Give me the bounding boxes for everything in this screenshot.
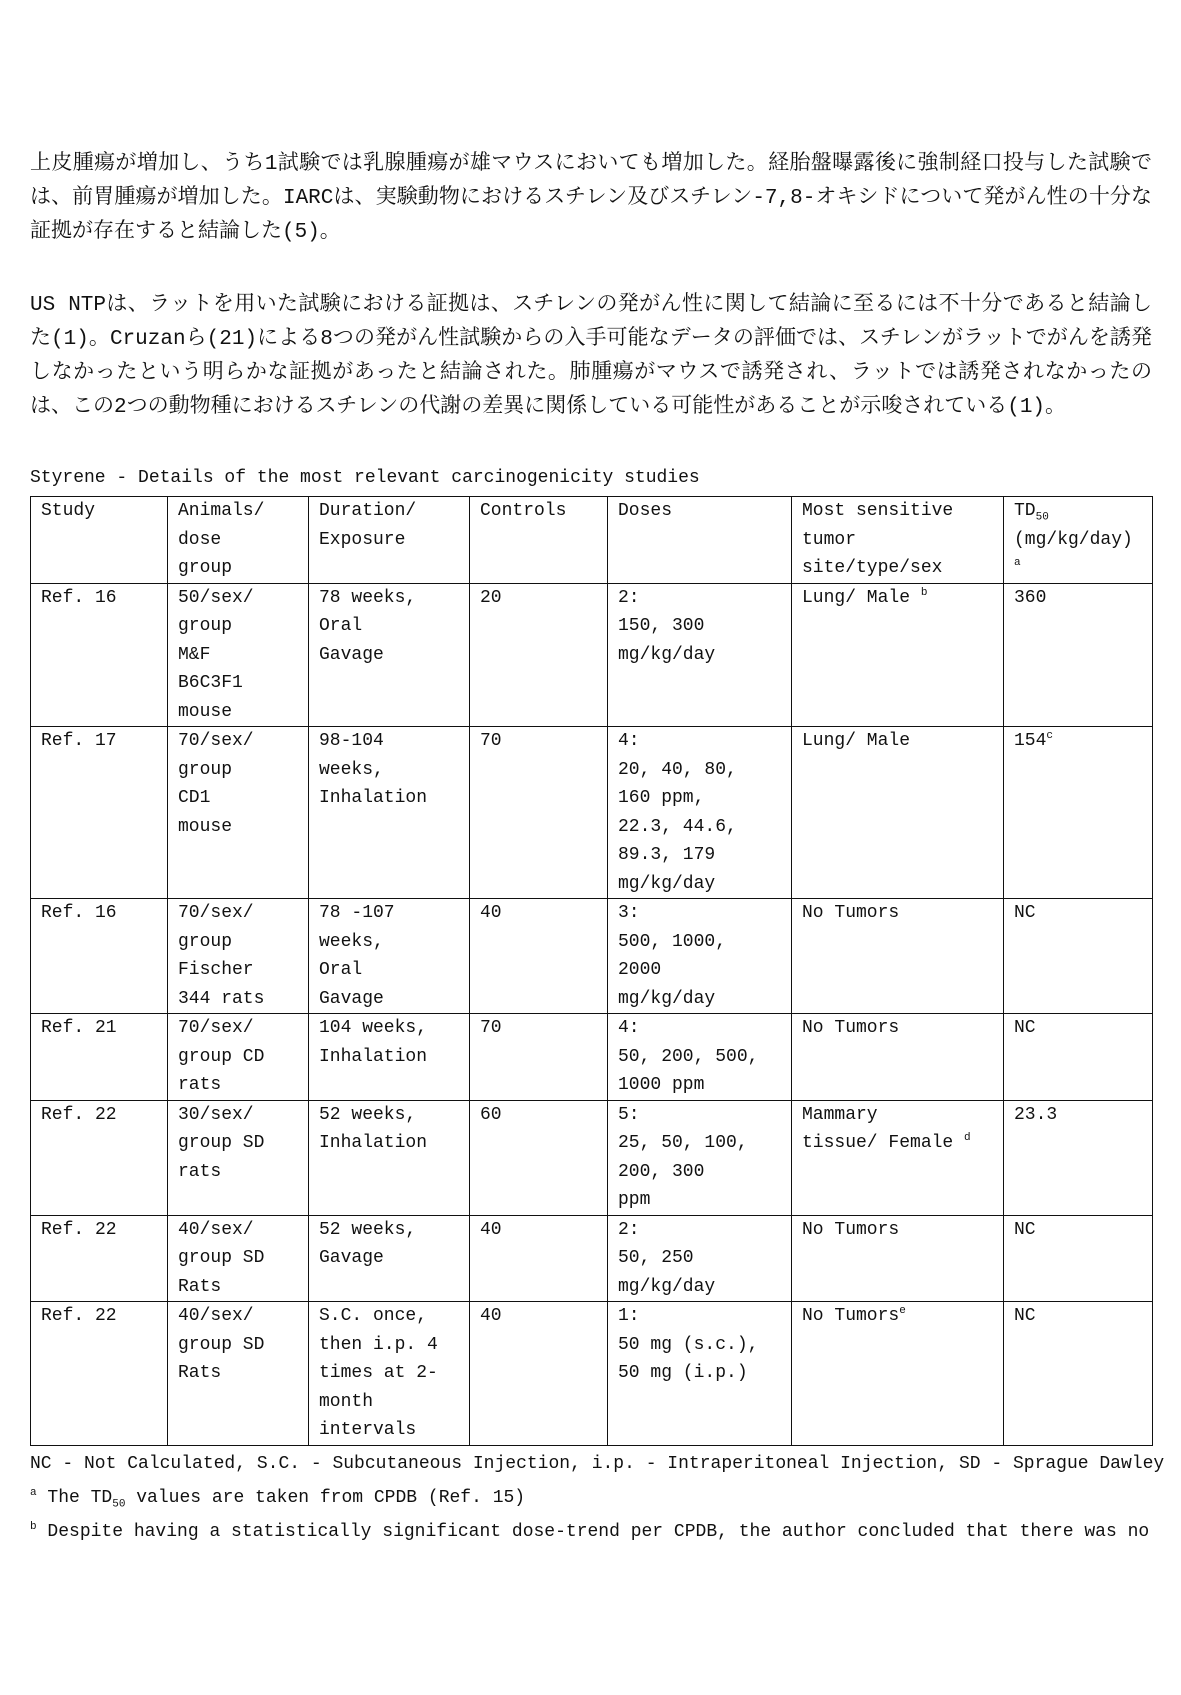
table-cell bbox=[168, 1100, 309, 1215]
cell-text: 98-104 weeks, Inhalation bbox=[319, 731, 428, 808]
table-cell bbox=[168, 1215, 309, 1302]
table-cell bbox=[31, 1100, 168, 1215]
table-cell bbox=[31, 1014, 168, 1101]
column-header bbox=[608, 497, 792, 584]
table-cell bbox=[608, 583, 792, 727]
cell-text: 70 bbox=[480, 1018, 502, 1038]
cell-text: Ref. 21 bbox=[41, 1018, 117, 1038]
table-caption: Styrene - Details of the most relevant carcinogenicity studies bbox=[30, 468, 700, 488]
footnote-text: The TD bbox=[36, 1488, 113, 1508]
table-cell bbox=[31, 1215, 168, 1302]
column-header bbox=[309, 497, 470, 584]
cell-text: Ref. 16 bbox=[41, 903, 117, 923]
cell-text: 23.3 bbox=[1014, 1104, 1058, 1125]
table-cell bbox=[792, 1215, 1004, 1302]
cell-text: 4: 20, 40, 80, 160 ppm, 22.3, 44.6, 89.3, 179 mg/kg/day bbox=[618, 731, 737, 894]
footnote-mark: d bbox=[964, 1132, 971, 1144]
table-cell bbox=[309, 899, 470, 1014]
cell-text: 5: 25, 50, 100, 200, 300 ppm bbox=[618, 1104, 748, 1210]
table-row bbox=[31, 1014, 1153, 1101]
footnote-mark: a bbox=[30, 1487, 37, 1499]
cell-text: 50/sex/ group M&F B6C3F1 mouse bbox=[178, 587, 254, 722]
cell-text: 104 weeks, Inhalation bbox=[319, 1018, 428, 1067]
table-cell bbox=[608, 899, 792, 1014]
table-cell bbox=[792, 1014, 1004, 1101]
table-cell bbox=[470, 1014, 608, 1101]
cell-text: S.C. once, then i.p. 4 times at 2- month intervals bbox=[319, 1306, 438, 1440]
table-cell bbox=[168, 727, 309, 899]
cell-text: 52 weeks, Inhalation bbox=[319, 1104, 428, 1153]
table-cell bbox=[309, 1014, 470, 1101]
cell-text: TD bbox=[1014, 501, 1036, 521]
column-header bbox=[1004, 497, 1153, 584]
footnote-b bbox=[30, 1515, 1152, 1549]
footnote-mark: c bbox=[1046, 730, 1054, 742]
table-cell bbox=[608, 1215, 792, 1302]
table-cell bbox=[608, 1014, 792, 1101]
table-cell bbox=[1004, 899, 1153, 1014]
cell-text: Ref. 22 bbox=[41, 1104, 117, 1125]
column-header bbox=[470, 497, 608, 584]
cell-text: 78 weeks, Oral Gavage bbox=[319, 587, 417, 665]
cell-text: No Tumors bbox=[802, 903, 900, 923]
footnote-mark: b bbox=[30, 1521, 37, 1533]
table-cell bbox=[1004, 1215, 1153, 1302]
cell-text: 70/sex/ group Fischer 344 rats bbox=[178, 903, 265, 1009]
cell-text: Animals/ dose group bbox=[178, 501, 265, 578]
table-cell bbox=[470, 899, 608, 1014]
table-cell bbox=[792, 727, 1004, 899]
table-cell bbox=[1004, 583, 1153, 727]
table-cell bbox=[470, 727, 608, 899]
table-cell bbox=[1004, 727, 1153, 899]
table-footnotes bbox=[30, 1447, 1165, 1549]
table-row bbox=[31, 899, 1153, 1014]
table-cell bbox=[470, 1215, 608, 1302]
cell-text: 3: 500, 1000, 2000 mg/kg/day bbox=[618, 903, 727, 1009]
cell-text: Mammary tissue/ Female bbox=[802, 1104, 954, 1153]
column-header bbox=[168, 497, 309, 584]
table-cell bbox=[1004, 1014, 1153, 1101]
table-row bbox=[31, 1215, 1153, 1302]
cell-text: 70 bbox=[480, 731, 502, 751]
table-cell bbox=[168, 583, 309, 727]
table-row bbox=[31, 583, 1153, 727]
cell-text: NC bbox=[1014, 1219, 1036, 1240]
table-cell bbox=[31, 583, 168, 727]
footnote-text: values are taken from CPDB (Ref. 15) bbox=[125, 1488, 526, 1508]
abbreviations-note: NC - Not Calculated, S.C. - Subcutaneous Injection, i.p. - Intraperitoneal Injection, SD - Sprague Dawley bbox=[30, 1454, 1165, 1474]
cell-text: Lung/ Male bbox=[802, 731, 911, 751]
cell-text: 20 bbox=[480, 587, 502, 608]
cell-text: 60 bbox=[480, 1104, 502, 1125]
table-cell bbox=[470, 583, 608, 727]
cell-text: 40 bbox=[480, 1219, 502, 1240]
cell-text: Ref. 22 bbox=[41, 1219, 117, 1240]
table-cell bbox=[1004, 1100, 1153, 1215]
subscript: 50 bbox=[1035, 511, 1049, 524]
cell-text: Controls bbox=[480, 501, 567, 521]
cell-text: Ref. 17 bbox=[41, 731, 117, 751]
cell-text: 78 -107 weeks, Oral Gavage bbox=[319, 903, 395, 1009]
cell-text: 40 bbox=[480, 1306, 502, 1326]
cell-text: Ref. 22 bbox=[41, 1306, 117, 1326]
cell-text: 1: 50 mg (s.c.), 50 mg (i.p.) bbox=[618, 1306, 759, 1383]
footnote-mark: b bbox=[920, 586, 928, 599]
cell-text: Lung/ Male bbox=[802, 587, 921, 608]
table-cell bbox=[470, 1100, 608, 1215]
table-cell bbox=[792, 899, 1004, 1014]
cell-text: No Tumors bbox=[802, 1018, 900, 1038]
footnote-mark: a bbox=[1014, 557, 1021, 569]
table-cell bbox=[608, 1302, 792, 1446]
table-cell bbox=[309, 1302, 470, 1446]
table-cell bbox=[309, 727, 470, 899]
table-row bbox=[31, 1302, 1153, 1446]
table-header-row bbox=[31, 497, 1153, 584]
cell-text: 30/sex/ group SD rats bbox=[178, 1104, 265, 1182]
cell-text: 52 weeks, Gavage bbox=[319, 1219, 417, 1268]
cell-text: Ref. 16 bbox=[41, 587, 117, 608]
cell-text: 2: 50, 250 mg/kg/day bbox=[618, 1219, 716, 1297]
table-cell bbox=[31, 899, 168, 1014]
carcinogenicity-studies-table bbox=[30, 496, 1153, 1446]
cell-text: Most sensitive tumor site/type/sex bbox=[802, 501, 954, 578]
cell-text: 2: 150, 300 mg/kg/day bbox=[618, 587, 716, 665]
cell-text: 154 bbox=[1014, 731, 1047, 751]
table-cell bbox=[309, 1100, 470, 1215]
cell-text: 40/sex/ group SD Rats bbox=[178, 1219, 265, 1297]
cell-text: NC bbox=[1014, 1306, 1036, 1326]
cell-text: 360 bbox=[1014, 587, 1047, 608]
table-cell bbox=[792, 1100, 1004, 1215]
table-row bbox=[31, 727, 1153, 899]
cell-text: 40/sex/ group SD Rats bbox=[178, 1306, 265, 1383]
cell-text: (mg/kg/day) bbox=[1014, 529, 1133, 550]
table-cell bbox=[309, 1215, 470, 1302]
column-header bbox=[31, 497, 168, 584]
column-header bbox=[792, 497, 1004, 584]
cell-text: No Tumors bbox=[802, 1306, 900, 1326]
body-paragraph: 上皮腫瘍が増加し、うち1試験では乳腺腫瘍が雄マウスにおいても増加した。経胎盤曝露後に強制経口投与した試験では、前胃腫瘍が増加した。IARCは、実験動物におけるスチレン及びスチレン-7,8-オキシドについて発がん性の十分な証拠が存在すると結論した(5)。 bbox=[30, 153, 1152, 244]
table-cell bbox=[1004, 1302, 1153, 1446]
table-cell bbox=[309, 583, 470, 727]
cell-text: 70/sex/ group CD rats bbox=[178, 1018, 265, 1095]
cell-text: 4: 50, 200, 500, 1000 ppm bbox=[618, 1018, 759, 1095]
table-cell bbox=[31, 727, 168, 899]
cell-text: 40 bbox=[480, 903, 502, 923]
cell-text: Doses bbox=[618, 501, 673, 521]
cell-text: NC bbox=[1014, 1018, 1036, 1038]
footnote-text: Despite having a statistically significant dose-trend per CPDB, the author concluded that there was no bbox=[36, 1522, 1150, 1542]
cell-text: 70/sex/ group CD1 mouse bbox=[178, 731, 254, 837]
table-cell bbox=[792, 583, 1004, 727]
subscript: 50 bbox=[112, 1498, 126, 1511]
body-paragraph: US NTPは、ラットを用いた試験における証拠は、スチレンの発がん性に関して結論に至るには不十分であると結論した(1)。Cruzanら(21)による8つの発がん性試験からの入手可能なデータの評価では、スチレンがラットでがんを誘発しなかったという明らかな証拠があったと結論された。肺腫瘍がマウスで誘発され、ラットでは誘発されなかったのは、この2つの動物種におけるスチレンの代謝の差異に関係している可能性があることが示唆されている(1)。 bbox=[30, 294, 1152, 419]
cell-text: Duration/ Exposure bbox=[319, 501, 417, 550]
table-cell bbox=[792, 1302, 1004, 1446]
cell-text: NC bbox=[1014, 903, 1036, 923]
table-cell bbox=[168, 1014, 309, 1101]
footnote-mark: e bbox=[899, 1305, 906, 1317]
table-cell bbox=[608, 727, 792, 899]
footnote-a bbox=[30, 1481, 1152, 1515]
cell-text: No Tumors bbox=[802, 1219, 900, 1240]
table-cell bbox=[168, 1302, 309, 1446]
table-cell bbox=[168, 899, 309, 1014]
cell-text: Study bbox=[41, 501, 96, 521]
table-cell bbox=[608, 1100, 792, 1215]
table-row bbox=[31, 1100, 1153, 1215]
table-cell bbox=[470, 1302, 608, 1446]
table-cell bbox=[31, 1302, 168, 1446]
